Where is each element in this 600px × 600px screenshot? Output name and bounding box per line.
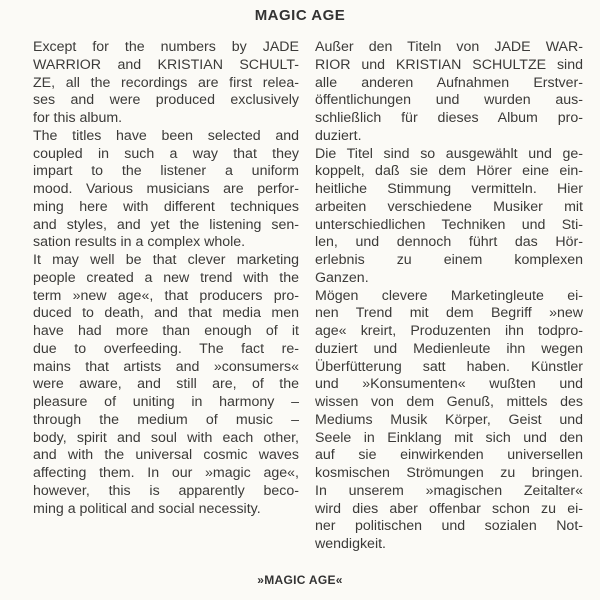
text-line: In unserem »magischen Zeitalter« <box>315 482 583 499</box>
text-line: ses and were produced exclusively <box>33 92 299 109</box>
german-text-column <box>315 39 583 554</box>
text-line: duziert. <box>315 127 362 144</box>
text-line: Die Titel sind so ausgewählt und ge- <box>315 145 583 162</box>
text-line: Außer den Titeln von JADE WAR- <box>315 39 583 55</box>
text-line: WARRIOR and KRISTIAN SCHULT- <box>33 56 299 73</box>
text-line: nen Trend mit dem Begriff »new <box>315 305 583 322</box>
text-line: The titles have been selected and <box>33 127 299 144</box>
text-line: arbeiten verschiedene Musiker mit <box>315 198 583 215</box>
text-line: and styles, and yet the listening sen- <box>33 216 299 233</box>
text-line: sation results in a complex whole. <box>33 234 246 251</box>
text-line: auf sie einwirkenden universellen <box>315 447 583 464</box>
text-line: wendigkeit. <box>315 536 386 552</box>
text-line: ming here with different techniques <box>33 198 299 215</box>
text-line: Mediums Musik Körper, Geist und <box>315 411 583 428</box>
page-title: MAGIC AGE <box>254 7 346 24</box>
text-line: term »new age«, that producers pro- <box>33 287 299 304</box>
text-line: len, und dennoch führt das Hör- <box>315 234 583 251</box>
text-line: Mögen clevere Marketingleute ei- <box>315 287 583 304</box>
text-line: heitliche Stimmung vermitteln. Hier <box>315 181 583 197</box>
text-line: however, this is apparently beco- <box>33 482 299 499</box>
text-line: have had more than enough of it <box>33 323 299 339</box>
text-line: age« kreirt, Produzenten ihn todpro- <box>315 323 583 339</box>
text-line: through the medium of music – <box>33 411 299 428</box>
text-line: Seele in Einklang mit sich und den <box>315 429 583 446</box>
text-line: impart to the listener a uniform <box>33 163 299 180</box>
text-line: wissen von dem Genuß, mittels des <box>315 394 583 410</box>
text-line: pleasure of uniting in harmony – <box>33 394 299 410</box>
text-line: and with the universal cosmic waves <box>33 447 299 464</box>
text-line: ner politischen und sozialen Not- <box>315 518 583 535</box>
text-line: mains that artists and »consumers« <box>33 358 299 375</box>
text-line: coupled in such a way that they <box>33 145 299 162</box>
text-line: wird dies aber offenbar schon zu ei- <box>315 500 583 517</box>
text-line: duced to death, and that media men <box>33 305 299 322</box>
text-line: schließlich für dieses Album pro- <box>315 110 583 126</box>
text-line: RIOR und KRISTIAN SCHULTZE sind <box>315 56 583 73</box>
text-line: ming a political and social necessity. <box>33 500 261 517</box>
text-line: It may well be that clever marketing <box>33 252 299 268</box>
text-line: duziert und Medienleute ihn wegen <box>315 340 583 357</box>
text-line: Ganzen. <box>315 269 369 286</box>
english-text-column <box>33 39 299 518</box>
text-line: affecting them. In our »magic age«, <box>33 465 299 481</box>
text-line: due to overfeeding. The fact re- <box>33 340 299 357</box>
text-line: were aware, and still are, of the <box>33 376 299 393</box>
text-line: Except for the numbers by JADE <box>33 39 299 55</box>
text-line: kosmischen Strömungen zu bringen. <box>315 465 583 481</box>
text-line: ZE, all the recordings are first relea- <box>33 74 299 91</box>
text-line: und »Konsumenten« wußten und <box>315 376 583 393</box>
text-line: Überfütterung satt haben. Künstler <box>315 358 583 375</box>
text-line: alle anderen Aufnahmen Erstver- <box>315 74 583 91</box>
page-footer: »MAGIC AGE« <box>257 573 343 587</box>
text-line: öffentlichungen und wurden aus- <box>315 92 583 109</box>
text-line: people created a new trend with the <box>33 269 299 286</box>
text-line: body, spirit and soul with each other, <box>33 429 299 446</box>
text-line: koppelt, daß sie dem Hörer eine ein- <box>315 163 583 180</box>
text-line: mood. Various musicians are perfor- <box>33 181 299 197</box>
text-line: unterschiedlichen Techniken und Sti- <box>315 216 583 233</box>
text-line: erlebnis zu einem komplexen <box>315 252 583 268</box>
text-line: for this album. <box>33 110 123 126</box>
